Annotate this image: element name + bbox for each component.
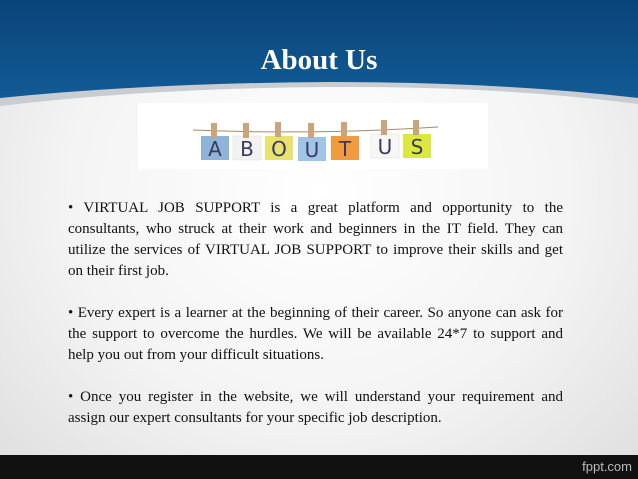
slide-title: About Us	[260, 44, 378, 76]
banner-letter-u2: U	[377, 135, 393, 159]
paragraph-1: • VIRTUAL JOB SUPPORT is a great platform and opportunity to the consultants, who struck at their work and beginners in the IT field. They can utilize the services of VIRTUAL JOB SUPPORT to improve their skills and get on their first job.	[68, 200, 563, 279]
footer-bar	[0, 455, 638, 479]
banner-letter-s: S	[410, 135, 424, 159]
paragraph-2: • Every expert is a learner at the beginning of their career. So anyone can ask for the support to overcome the hurdles. We will be available 24*7 to support and help you out from your difficult situations.	[68, 305, 563, 363]
body-text	[68, 198, 563, 450]
banner-letter-o: O	[271, 137, 287, 161]
paragraph-3: • Once you register in the website, we will understand your requirement and assign our expert consultants for your specific job description.	[68, 389, 563, 426]
footer-brand: fppt.com	[582, 459, 632, 474]
banner-letter-b: B	[240, 137, 254, 161]
banner-letter-a: A	[208, 137, 222, 161]
about-us-banner-image	[138, 103, 488, 169]
banner-letter-t: T	[338, 137, 352, 161]
banner-letter-u: U	[304, 138, 320, 162]
